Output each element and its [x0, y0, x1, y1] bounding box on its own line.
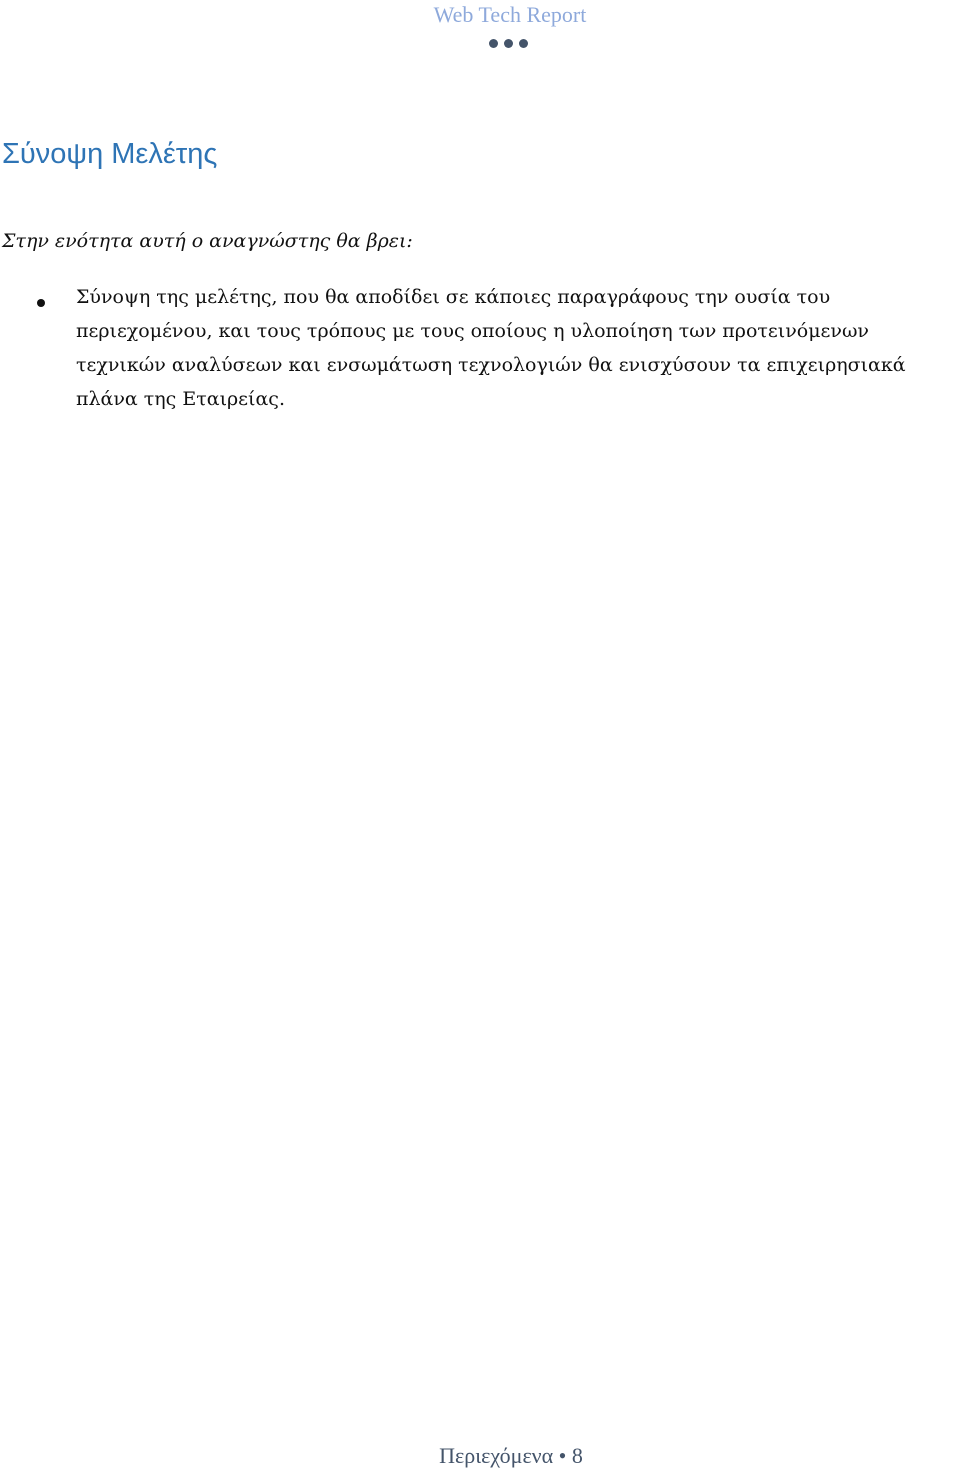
footer-section-label: Περιεχόμενα [439, 1443, 554, 1468]
running-header-title: Web Tech Report [433, 2, 587, 27]
ornament-dot [519, 39, 528, 48]
ornament-dot [504, 39, 513, 48]
section-heading: Σύνοψη Μελέτης [2, 138, 218, 170]
header-ornament-dots [489, 39, 528, 49]
footer-page-number: 8 [571, 1443, 583, 1468]
bullet-text-line: τεχνικών αναλύσεων και ενσωμάτωση τεχνολογιών θα ενισχύσουν τα επιχειρησιακά [76, 354, 906, 376]
bullet-marker [37, 299, 45, 307]
bullet-text-line: περιεχομένου, και τους τρόπους με τους οποίους η υλοποίηση των προτεινόμενων [76, 320, 869, 342]
page-footer [0, 1443, 960, 1469]
bullet-text-line: Σύνοψη της μελέτης, που θα αποδίδει σε κάποιες παραγράφους την ουσία του [76, 286, 831, 308]
bullet-text-line: πλάνα της Εταιρείας. [76, 388, 285, 410]
ornament-dot [489, 39, 498, 48]
intro-paragraph: Στην ενότητα αυτή ο αναγνώστης θα βρει: [2, 230, 413, 252]
footer-separator: • [558, 1443, 567, 1468]
